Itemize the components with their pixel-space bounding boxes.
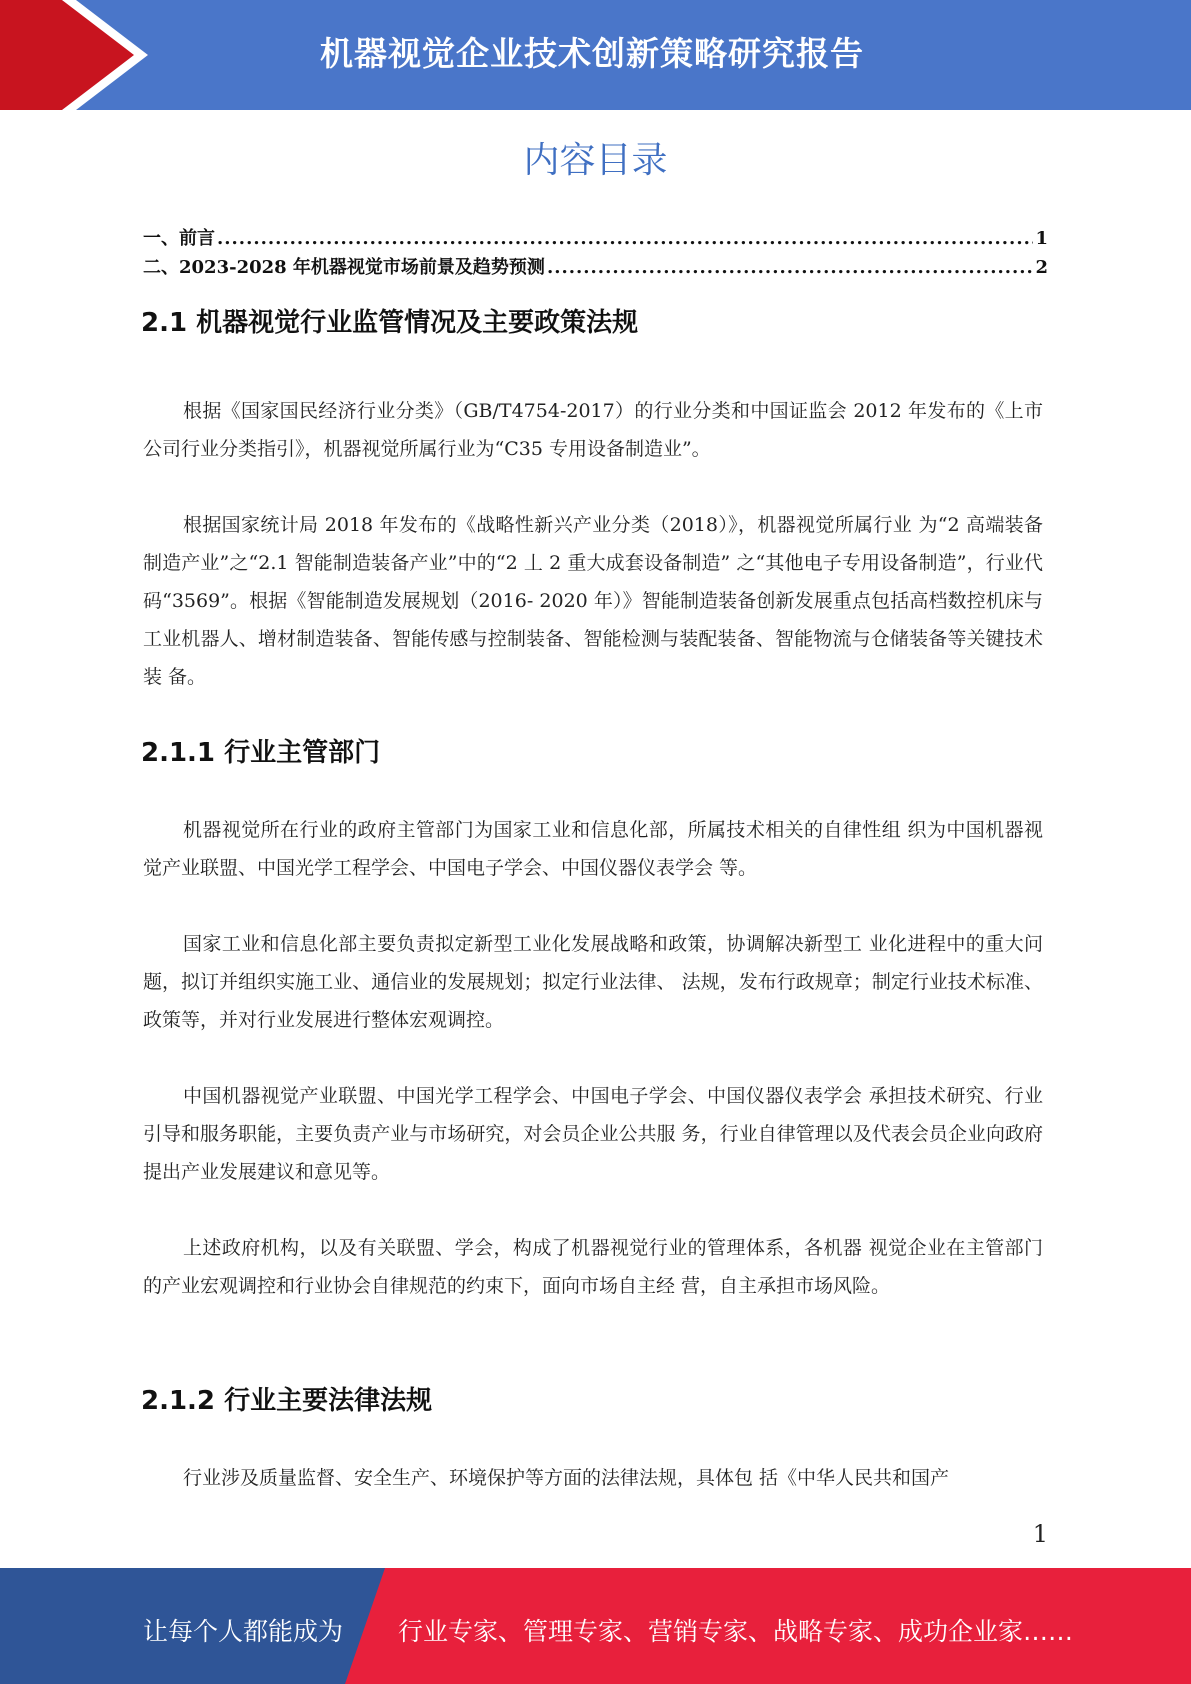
paragraph: 行业涉及质量监督、安全生产、环境保护等方面的法律法规，具体包 括《中华人民共和国产: [183, 1467, 950, 1489]
page-number: 1: [1032, 1520, 1048, 1548]
paragraph: 机器视觉所在行业的政府主管部门为国家工业和信息化部，所属技术相关的自律性组 织为中国机器视觉产业联盟、中国光学工程学会、中国电子学会、中国仪器仪表学会 等。: [143, 819, 1043, 879]
footer-slogan-right: 行业专家、管理专家、营销专家、战略专家、成功企业家……: [398, 1617, 1074, 1646]
footer-slogan-left: 让每个人都能成为: [143, 1617, 344, 1646]
toc-entry-label: 一、前言: [143, 228, 215, 249]
section-heading-2-1-2: 2.1.2 行业主要法律法规: [141, 1386, 433, 1416]
header-band: [0, 0, 1191, 110]
paragraph: 国家工业和信息化部主要负责拟定新型工业化发展战略和政策，协调解决新型工 业化进程中的重大问题，拟订并组织实施工业、通信业的发展规划；拟定行业法律、 法规，发布行政规章；制定行业技术标准、政策等，并对行业发展进行整体宏观调控。: [143, 933, 1043, 1031]
toc-dot-leader: [217, 228, 1033, 249]
toc-entry-preface[interactable]: [143, 224, 1048, 253]
paragraph: 中国机器视觉产业联盟、中国光学工程学会、中国电子学会、中国仪器仪表学会 承担技术研究、行业引导和服务职能，主要负责产业与市场研究，对会员企业公共服 务，行业自律管理以及代表会员企业向政府提出产业发展建议和意见等。: [143, 1085, 1043, 1183]
paragraph: 根据国家统计局 2018 年发布的《战略性新兴产业分类（2018）》，机器视觉所属行业 为“2 高端装备制造产业”之“2.1 智能制造装备产业”中的“2 丄 2 重大成套设备制造” 之“其他电子专用设备制造”，行业代码“3569”。根据《智能制造发展规划（2016- 2020 年）》智能制造装备创新发展重点包括高档数控机床与工业机器人、增材制造装备、智能传感与控制装备、智能检测与装配装备、智能物流与仓储装备等关键技术装 备。: [143, 514, 1043, 688]
toc-title: 内容目录: [523, 140, 668, 181]
paragraph: 根据《国家国民经济行业分类》（GB/T4754-2017）的行业分类和中国证监会 2012 年发布的《上市公司行业分类指引》，机器视觉所属行业为“C35 专用设备制造业”。: [143, 400, 1043, 460]
toc-entry-page: 2: [1035, 257, 1048, 278]
footer-band: [0, 1568, 1191, 1684]
section-heading-2-1-1: 2.1.1 行业主管部门: [141, 738, 381, 768]
toc-dot-leader: [547, 257, 1034, 278]
header-red-chevron: [0, 0, 148, 110]
table-of-contents: [143, 224, 1048, 282]
toc-entry-page: 1: [1035, 228, 1048, 249]
report-title: 机器视觉企业技术创新策略研究报告: [320, 34, 864, 73]
toc-entry-label: 二、2023-2028 年机器视觉市场前景及趋势预测: [143, 257, 545, 278]
section-heading-2-1: 2.1 机器视觉行业监管情况及主要政策法规: [141, 308, 639, 338]
toc-entry-forecast[interactable]: [143, 253, 1048, 282]
paragraph: 上述政府机构，以及有关联盟、学会，构成了机器视觉行业的管理体系，各机器 视觉企业在主管部门的产业宏观调控和行业协会自律规范的约束下，面向市场自主经 营，自主承担市场风险。: [143, 1237, 1043, 1297]
